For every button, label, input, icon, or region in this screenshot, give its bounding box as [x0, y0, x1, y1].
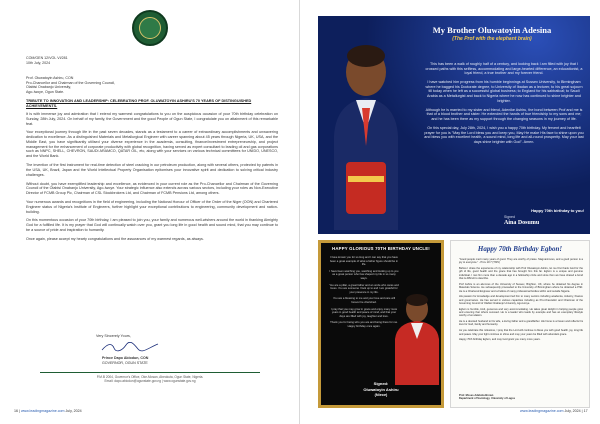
reference-number: COM/GEN 12/VOL VI/281 [26, 56, 68, 60]
card-paragraph: On this special day, July 28th, 2024, I wish you a happy 70th birthday. My fervent and heartfelt prayer for you is "May the Lord bless you and keep you, May He make His face to shine upon you and bless you with excellent health, a sound mind, long life and all-round prosperity. May your last days shine brighter with God". Amen. [424, 126, 584, 144]
page-number: 17 [583, 409, 588, 413]
letter-closing: Very Sincerely Yours, [96, 334, 131, 338]
card-paragraph: Thank you for being who you are and being there for me. Happy birthday once again. [330, 321, 398, 328]
footer-divider [40, 372, 260, 373]
tribute-card-egbon [450, 240, 590, 408]
signed-relation: (Niece) [374, 393, 388, 397]
card-paragraph: I have known you for so long and I can say that you have been a great example of what a father figure should be in life. [330, 256, 398, 266]
letter-paragraph: On this momentous occasion of your 70th birthday, I am pleased to join you, your family and numerous well-wishers around the world in thanking Almighty God for a fulfilled life. It is my prayer that God will continually watch over you, grant you long life in good health and sound mind, that you may continue to be a source of pride and inspiration to humanity. [26, 218, 278, 232]
card-paragraph: Prof Ashiru is an alumnus of the University of Sussex, Brighton, UK, where he obtained his degree in Materials Science. He subsequently proceeded to the University of Birmingham where he obtained a PhD. He is a Chartered Engineer and a Fellow of many professional bodies within and outside Nigeria. [459, 282, 583, 293]
letter-paragraph: It is with immense joy and admiration that I extend my warmest congratulations to you on the auspicious occasion of your 70th birthday celebration on Sunday, 28th July, 2024. On behalf of my family, the Government and the good People of Ogun State, I congratulate you on attainment of this remarkable feat. [26, 112, 278, 126]
card-paragraph: Happy 70th birthday Egbon, and may God grant you many more years. [459, 338, 541, 342]
letter-paragraph: Your numerous awards and recognitions in the field of engineering, including the National Honour of Officer of the Order of the Niger (OON) and Chartered Engineer status of Nigeria's Institute of Engineers, further highlight your exceptional contributions to engineering, community development and nation-building. [26, 200, 278, 214]
handwritten-signature [100, 342, 160, 352]
card-body [329, 256, 399, 332]
card-body [459, 258, 583, 344]
right-page-tributes [300, 0, 600, 424]
signed-label: Signed [504, 215, 515, 219]
letter-paragraph: Your exceptional journey through life in the past seven decades, stands as a testament to a career of extraordinary accomplishments and unwavering dedication to excellence. As a distinguished Materials and Metallurgical Engineer with career spanning about 45 years through Nigeria, UK, USA, and the Middle East, you have significantly utilised your diverse experience in the academia, consulting, finance/investment entrepreneurship, and project management for the enhancement of corporate productivity with global recognition, having served as expert consultant to leading oil and gas corporations such as NNPC, SHELL, CHEVRON, SAUDI ARAMCO, QATAR OIL, etc, along with your services on various technical committees for UNIDO, UNESCO, and the World Bank. [26, 130, 278, 159]
card-paragraph: Before I share the experience of my relationship with Prof Oluwatoyin Ashiru, let me first thank God for the gift of life, good health and the grace that has brought him this far. Egbon is a unique and genuine individual. I met him more than a decade ago in a fellowship circle and since then we have shared a bond that is difficult to describe. [459, 267, 583, 281]
magazine-url[interactable]: www.leadingmagazine.com [20, 409, 65, 413]
card-paragraph: He is a devoted husband to his wife, a loving father and a grandfather. His home is a haven and reflects his love for God, family and humanity. [459, 320, 583, 327]
card-paragraph: This has been a walk of roughly half of a century, and looking back I am filled with joy that I crossed paths with this selfless, accommodating and large-hearted difference, an educationist, a loyal friend, a true brother and my forever friend. [425, 62, 583, 76]
card-paragraph: I pray that you may grow in grace and enjoy many more years in good health and peace of mind, and that your days are filled with joy, laughter and love. [330, 307, 398, 318]
letter-body [26, 112, 278, 246]
page-footer-left: 16 | www.leadingmagazine.com July, 2024 [14, 409, 82, 413]
card-paragraph: I have been watching you, watching and looking up to you as a great person who has shaped my life in so many ways. [329, 269, 399, 280]
signed-name: Oluwatoyin Ashiru [363, 387, 399, 392]
tribute-card-niece [318, 240, 444, 408]
card-paragraph: His passion for knowledge and development led him to many sectors including academia, industry, finance and governance. He has served in various capacities including as Pro-Chancellor and Chairman of the Governing Council of Olabisi Onabanjo University, Ago-Iwoye. [459, 295, 583, 305]
page-number: 16 [14, 409, 18, 413]
card-paragraph: As you celebrate this milestone, I pray that the Lord will continue to bless you with good health, joy, long life and peace. May your light continue to shine and may your years be filled with abundant grace. [459, 329, 583, 336]
letter-title: TRIBUTE TO INNOVATION AND LEADERSHIP: CELEBRATING PROF. OLUWATOYIN ASHIRU'S 70 YEARS OF DISTINGUISHED ACHIEVEMENTS. [26, 99, 252, 108]
signer-name: Prince Dapo Abiodun, CON [102, 356, 149, 360]
letter-paragraph: Once again, please accept my hearty congratulations and the assurances of my warmest regards, as always. [26, 236, 204, 241]
card-paragraph: "Good people merit many years of good. They are worthy of praise. Magnanimous, and a good person is a joy to everyone." - Prov 10:7 (TNIV) [459, 258, 583, 265]
issue-date: July, 2024 [65, 409, 82, 413]
magazine-url[interactable]: www.leadingmagazine.com [520, 409, 564, 413]
page-footer-right: www.leadingmagazine.com July, 2024 | 17 [520, 409, 588, 413]
signature-line: Prof. Moses Adebola Brown [459, 394, 494, 397]
ogun-state-crest-icon [132, 10, 168, 46]
addressee-line: Prof. Oluwatoyin Ashiru, CON [26, 76, 74, 80]
letter-date: 10th July, 2024 [26, 61, 51, 65]
card-body [424, 62, 584, 149]
card-title: Happy 70th Birthday Egbon! [477, 245, 563, 253]
card-subtitle: (The Prof with the elephant brain) [452, 36, 532, 42]
portrait-photo [322, 26, 410, 230]
card-paragraph: I have watched him progress from his humble beginnings at Sussex University, to Birmingham where he bagged his Doctorate degree, to University of Ibadan as a lecturer, to his great sojourn till today when he left as a successful global business; to England for his sabbatical; to Saudi Arabia as a Metallurgist and back to Nigeria where he now has continued to shine brighter and brighter. [425, 80, 583, 103]
letterhead-footer [40, 375, 260, 383]
birthday-wish: Happy 70th birthday to you! [531, 208, 584, 213]
card-title: My Brother Oluwatoyin Adesina [432, 25, 552, 35]
footer-address: P.M.B 2004, Governor's Office, Oke-Mosan, Abeokuta, Ogun State, Nigeria. [96, 375, 204, 379]
signed-label: Signed: [373, 381, 389, 386]
addressee-line: Pro-Chancellor and Chairman of the Governing Council, [26, 80, 116, 85]
portrait-photo [391, 287, 443, 385]
card-paragraph: You are a blessing to me and your love and care will forever be cherished. [332, 297, 396, 304]
card-paragraph: Although he is married to my sister and friend, Adenike Ashiru, the bond between Prof and me is that of a blood brother and sister. He extended the hands of true friendship to my sons and me; and he has been there as my support through the changing seasons in my journey of life. [425, 107, 583, 121]
card-signature [459, 394, 583, 401]
signed-name: Aina Dosumu [504, 220, 540, 226]
letter-reference [26, 56, 68, 66]
signature-line: Department of Sociology, University of Lagos [459, 397, 516, 401]
footer-contact: Email: dapo.abiodun@ogunstate.gov.ng | www.ogunstate.gov.ng [104, 379, 196, 384]
issue-date: July, 2024 [564, 409, 581, 413]
signer-title: GOVERNOR, OGUN STATE [102, 360, 148, 365]
addressee-line: Ago-Iwoye, Ogun State. [26, 89, 65, 94]
card-title: HAPPY GLORIOUS 70TH BIRTHDAY UNCLE! [332, 246, 430, 251]
letter-paragraph: The invention of the first instrument for real-time detection of steel cracking in our petroleum production, along with several others, protected by patents in the USA, UK, Brazil, Japan and the World Intellectual Property Organisation epitomises your innovative spirit and dedication to solving critical industry challenges. [26, 163, 278, 177]
card-paragraph: You are a pillar, a great father and an uncle who cares and loves. You are someone I look up to and I am grateful for your presence in my life. [329, 283, 399, 294]
addressee-line: Olabisi Onabanjo University, [26, 85, 72, 90]
card-paragraph: Egbon is humble, kind, generous and very accommodating. He takes great delight in helping people grow and ensuring that others succeed. He is a leader who leads by example and has an exemplary lifestyle worthy of emulation. [459, 307, 583, 318]
letter-paragraph: Without doubt, you have exemplified leadership and excellence, as evidenced in your current role as the Pro-Chancellor and Chairman of the Governing Council of the Olabisi Onabanjo University, Ago-Iwoye. Your strategic influence also extends across various sectors, including your roles as Non-Executive Director of FCMB Group Plc, Chairman of CSL Stockbrokers Ltd, and Chairman of FCMB Pensions Ltd, among others. [26, 181, 278, 196]
addressee-block [26, 76, 115, 94]
tribute-card-brother [318, 16, 590, 234]
signer-block [102, 356, 148, 365]
